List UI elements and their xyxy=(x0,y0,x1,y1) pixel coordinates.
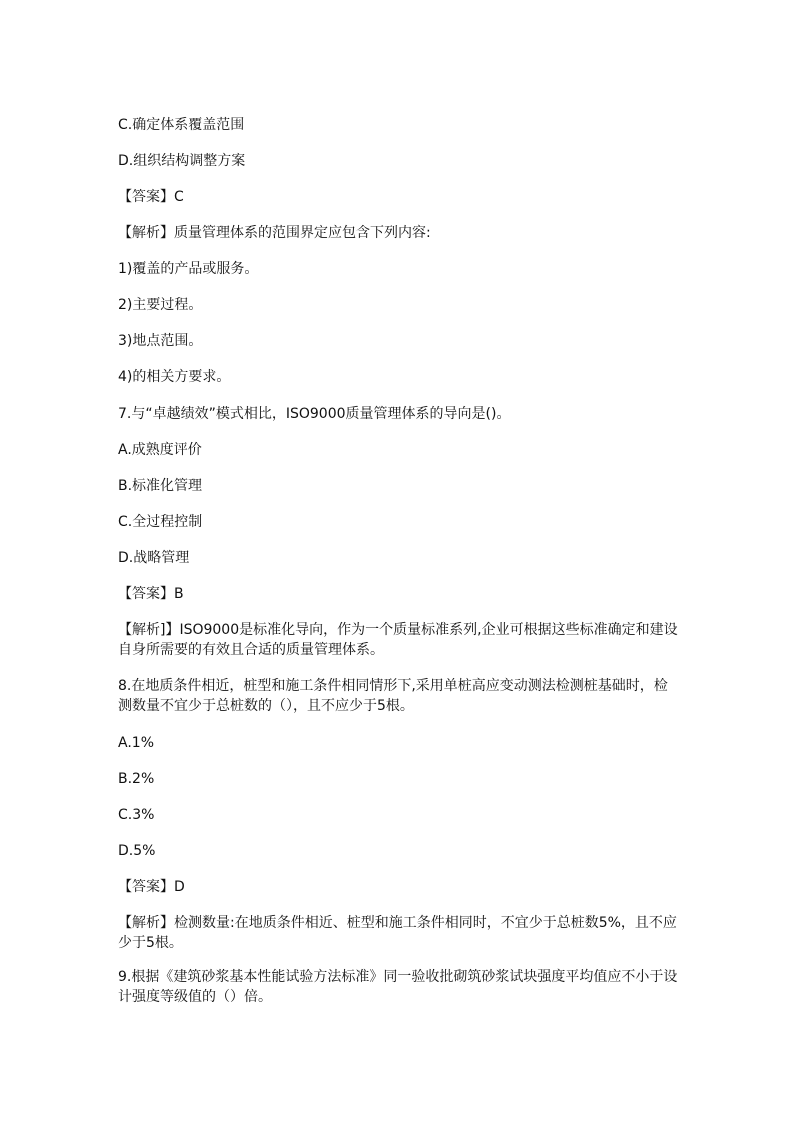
option-d-line: D.组织结构调整方案 xyxy=(118,153,246,169)
list-item-4: 4)的相关方要求。 xyxy=(118,369,231,385)
list-item-1: 1)覆盖的产品或服务。 xyxy=(118,261,259,277)
q7-option-c: C.全过程控制 xyxy=(118,514,203,530)
list-item-2: 2)主要过程。 xyxy=(118,297,203,313)
analysis-line: 【解析】质量管理体系的范围界定应包含下列内容: xyxy=(118,225,431,241)
question-9: 9.根据《建筑砂浆基本性能试验方法标准》同一验收批砌筑砂浆试块强度平均值应不小于设计强度等级值的（）倍。 xyxy=(118,969,678,1005)
q8-answer: 【答案】D xyxy=(118,879,185,895)
q8-option-b: B.2% xyxy=(118,771,155,787)
q7-option-b: B.标准化管理 xyxy=(118,478,203,494)
q8-option-c: C.3% xyxy=(118,807,155,823)
q8-option-a: A.1% xyxy=(118,735,154,751)
q7-analysis: 【解析]】ISO9000是标准化导向，作为一个质量标准系列,企业可根据这些标准确定和建设自身所需要的有效且合适的质量管理体系。 xyxy=(118,622,678,658)
q7-answer: 【答案】B xyxy=(118,586,184,602)
question-7: 7.与“卓越绩效”模式相比，ISO9000质量管理体系的导向是()。 xyxy=(118,406,511,422)
list-item-3: 3)地点范围。 xyxy=(118,333,203,349)
option-c-line: C.确定体系覆盖范围 xyxy=(118,117,245,133)
question-8: 8.在地质条件相近，桩型和施工条件相同情形下,采用单桩高应变动测法检测桩基础时，检测数量不宜少于总桩数的（），且不应少于5根。 xyxy=(118,678,668,714)
q7-option-d: D.战略管理 xyxy=(118,550,190,566)
answer-line: 【答案】C xyxy=(118,189,184,205)
q8-analysis: 【解析】检测数量:在地质条件相近、桩型和施工条件相同时，不宜少于总桩数5%，且不应少于5根。 xyxy=(118,915,677,951)
q8-option-d: D.5% xyxy=(118,843,156,859)
q7-option-a: A.成熟度评价 xyxy=(118,442,202,458)
